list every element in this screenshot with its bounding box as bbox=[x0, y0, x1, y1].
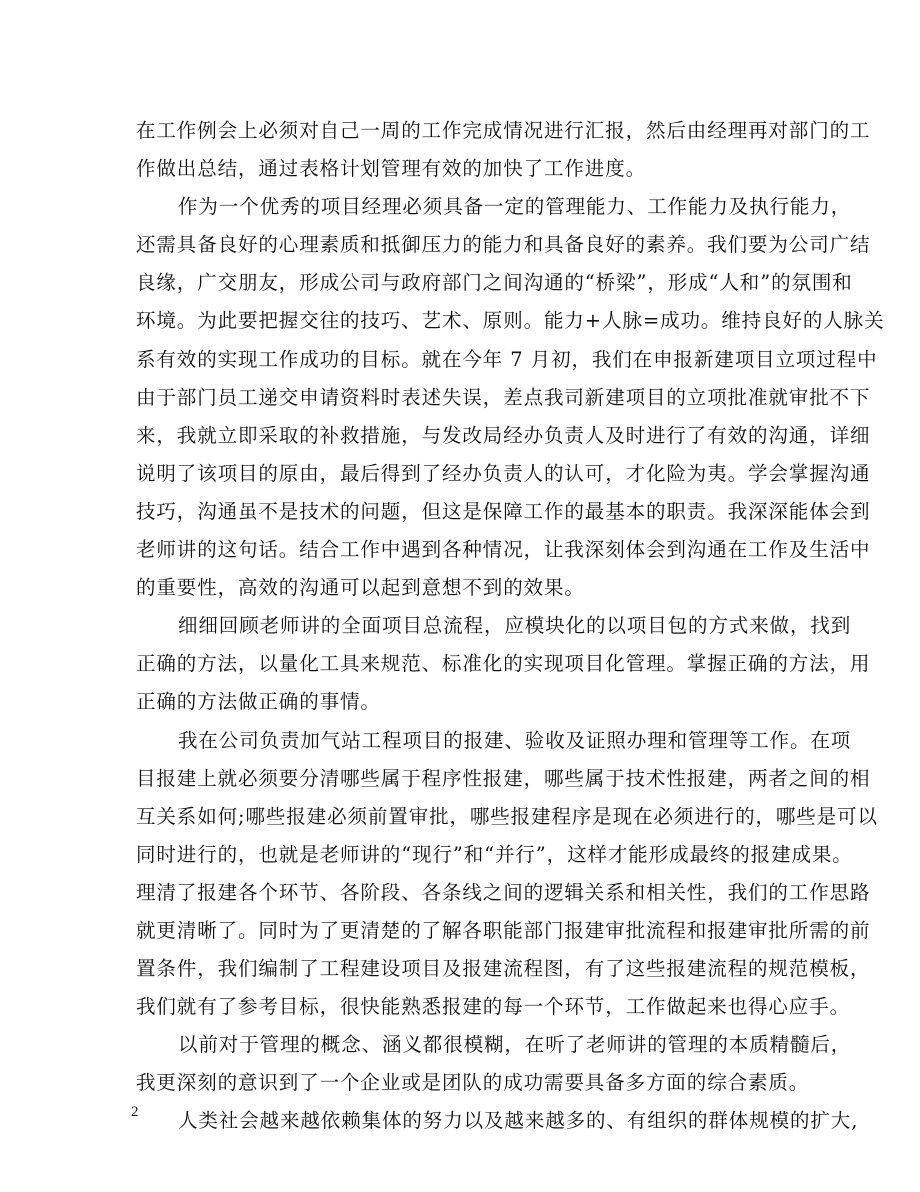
text-line: 同时进行的，也就是老师讲的“现行”和“并行”，这样才能形成最终的报建成果。 bbox=[136, 842, 853, 866]
text-line: 技巧，沟通虽不是技术的问题，但这是保障工作的最基本的职责。我深深能体会到 bbox=[136, 499, 871, 523]
text-line: 以前对于管理的概念、涵义都很模糊，在听了老师讲的管理的本质精髓后， bbox=[178, 1033, 852, 1057]
text-line: 我在公司负责加气站工程项目的报建、验收及证照办理和管理等工作。在项 bbox=[178, 728, 852, 752]
text-line: 细细回顾老师讲的全面项目总流程，应模块化的以项目包的方式来做，找到 bbox=[178, 614, 852, 638]
text-line: 我们就有了参考目标，很快能熟悉报建的每一个环节，工作做起来也得心应手。 bbox=[136, 995, 851, 1019]
text-line: 人类社会越来越依赖集体的努力以及越来越多的、有组织的群体规模的扩大, bbox=[178, 1109, 859, 1133]
text-line: 互关系如何;哪些报建必须前置审批，哪些报建程序是现在必须进行的，哪些是可以 bbox=[136, 804, 878, 828]
text-line: 作为一个优秀的项目经理必须具备一定的管理能力、工作能力及执行能力， bbox=[178, 195, 852, 219]
text-line: 在工作例会上必须对自己一周的工作完成情况进行汇报，然后由经理再对部门的工 bbox=[136, 119, 871, 142]
text-line: 还需具备良好的心理素质和抵御压力的能力和具备良好的素养。我们要为公司广结 bbox=[136, 233, 871, 257]
text-line: 正确的方法做正确的事情。 bbox=[136, 690, 381, 714]
text-line: 来，我就立即采取的补救措施，与发改局经办负责人及时进行了有效的沟通，详细 bbox=[136, 423, 871, 447]
text-line: 老师讲的这句话。结合工作中遇到各种情况，让我深刻体会到沟通在工作及生活中 bbox=[136, 538, 871, 562]
text-line: 理清了报建各个环节、各阶段、各条线之间的逻辑关系和相关性，我们的工作思路 bbox=[136, 880, 871, 904]
text-line: 系有效的实现工作成功的目标。就在今年 7 月初，我们在申报新建项目立项过程中 bbox=[136, 347, 878, 371]
text-line: 说明了该项目的原由，最后得到了经办负责人的认可，才化险为夷。学会掌握沟通 bbox=[136, 461, 871, 485]
text-line: 目报建上就必须要分清哪些属于程序性报建，哪些属于技术性报建，两者之间的相 bbox=[136, 766, 871, 790]
text-line: 的重要性，高效的沟通可以起到意想不到的效果。 bbox=[136, 576, 585, 600]
text-line: 正确的方法，以量化工具来规范、标准化的实现项目化管理。掌握正确的方法，用 bbox=[136, 652, 871, 676]
text-line: 就更清晰了。同时为了更清楚的了解各职能部门报建审批流程和报建审批所需的前 bbox=[136, 918, 871, 942]
text-line: 我更深刻的意识到了一个企业或是团队的成功需要具备多方面的综合素质。 bbox=[136, 1071, 810, 1095]
text-line: 置条件，我们编制了工程建设项目及报建流程图，有了这些报建流程的规范模板， bbox=[136, 957, 871, 981]
document-body bbox=[136, 112, 885, 1141]
text-line: 良缘，广交朋友，形成公司与政府部门之间沟通的“桥梁”，形成“人和”的氛围和 bbox=[136, 271, 853, 295]
page-number: 2 bbox=[131, 1104, 139, 1120]
text-line: 作做出总结，通过表格计划管理有效的加快了工作进度。 bbox=[136, 157, 647, 181]
text-line: 由于部门员工递交申请资料时表述失误，差点我司新建项目的立项批准就审批不下 bbox=[136, 385, 871, 409]
text-line: 环境。为此要把握交往的技巧、艺术、原则。能力+人脉=成功。维持良好的人脉关 bbox=[136, 309, 885, 333]
